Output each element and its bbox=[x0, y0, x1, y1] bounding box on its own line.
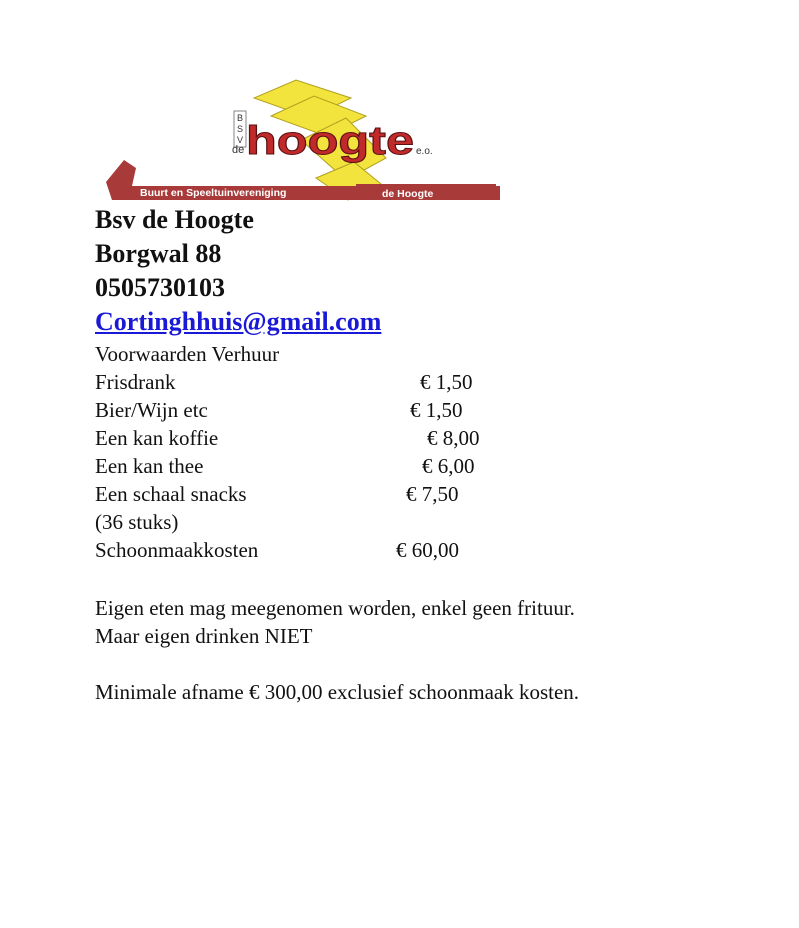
price-label-thee: Een kan thee bbox=[95, 454, 204, 478]
org-phone: 0505730103 bbox=[95, 273, 225, 302]
logo-de-text: de bbox=[232, 144, 245, 156]
price-value-frisdrank: € 1,50 bbox=[420, 370, 473, 394]
org-email-link[interactable] bbox=[95, 307, 381, 337]
note-own-food: Eigen eten mag meegenomen worden, enkel geen frituur. bbox=[95, 596, 575, 620]
price-label-schoonmaak: Schoonmaakkosten bbox=[95, 538, 259, 562]
logo-suffix-text: e.o. bbox=[416, 146, 433, 157]
bsv-de-hoogte-logo bbox=[96, 78, 506, 208]
price-value-snacks: € 7,50 bbox=[406, 482, 459, 506]
price-label-bier-wijn: Bier/Wijn etc bbox=[95, 398, 208, 422]
price-label-snacks: Een schaal snacks bbox=[95, 482, 247, 506]
logo-bsv-letters bbox=[234, 111, 246, 147]
price-label-snacks-qty: (36 stuks) bbox=[95, 510, 179, 534]
price-value-thee: € 6,00 bbox=[422, 454, 475, 478]
logo-banner-right-text: de Hoogte bbox=[382, 188, 434, 200]
note-own-drinks: Maar eigen drinken NIET bbox=[95, 624, 313, 648]
logo-banner-left-text: Buurt en Speeltuinvereniging bbox=[140, 187, 287, 199]
price-label-frisdrank: Frisdrank bbox=[95, 370, 176, 394]
logo-bsv-s: S bbox=[237, 124, 244, 134]
note-minimum: Minimale afname € 300,00 exclusief schoonmaak kosten. bbox=[95, 680, 580, 704]
price-value-bier-wijn: € 1,50 bbox=[410, 398, 463, 422]
price-value-schoonmaak: € 60,00 bbox=[396, 538, 459, 562]
org-address: Borgwal 88 bbox=[95, 239, 222, 268]
section-title: Voorwaarden Verhuur bbox=[95, 342, 280, 366]
logo-bsv-v: V bbox=[237, 135, 244, 145]
org-name: Bsv de Hoogte bbox=[95, 205, 254, 234]
email-link-text[interactable]: Cortinghhuis@gmail.com bbox=[95, 307, 382, 336]
price-value-koffie: € 8,00 bbox=[427, 426, 480, 450]
logo-bsv-b: B bbox=[237, 113, 244, 123]
price-label-koffie: Een kan koffie bbox=[95, 426, 219, 450]
logo-main-word: hoogte bbox=[246, 119, 414, 163]
